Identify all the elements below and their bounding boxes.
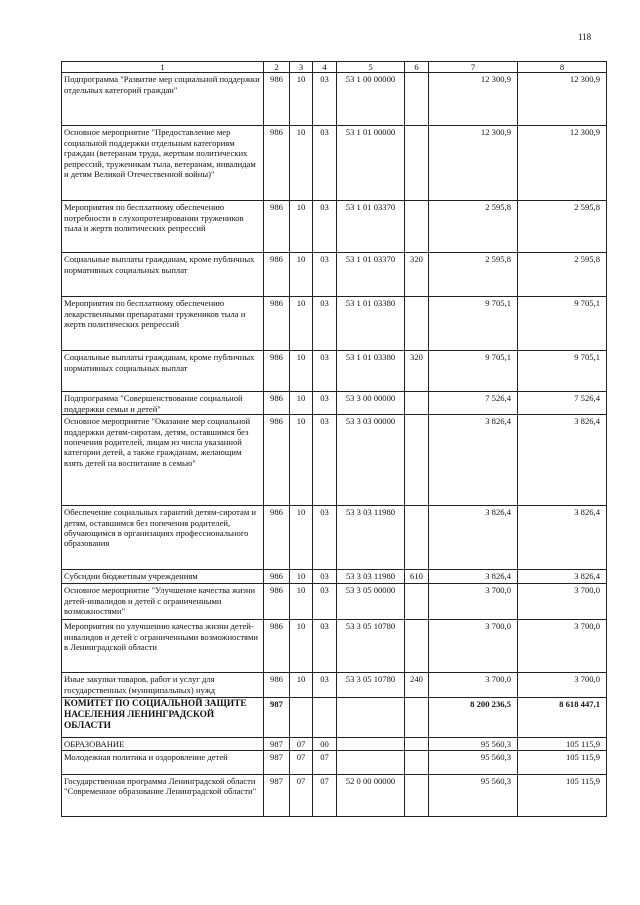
cell-name: Мероприятия по улучшению качества жизни детей-инвалидов и детей с ограниченными возможностями в Ленинградской области bbox=[62, 620, 264, 673]
cell-subsection-code: 03 bbox=[313, 392, 337, 415]
table-row bbox=[62, 584, 607, 620]
cell-target-article: 53 1 01 03370 bbox=[337, 253, 405, 297]
cell-amount-1: 12 300,9 bbox=[429, 73, 518, 126]
cell-expense-type: 610 bbox=[405, 570, 429, 584]
cell-name: Обеспечение социальных гарантий детям-сиротам и детям, оставшимся без попечения родителей, обучающимся в организациях профессионального образования bbox=[62, 506, 264, 570]
cell-target-article: 53 1 01 00000 bbox=[337, 126, 405, 201]
cell-name: Иные закупки товаров, работ и услуг для государственных (муниципальных) нужд bbox=[62, 673, 264, 698]
cell-amount-2: 3 826,4 bbox=[518, 506, 607, 570]
cell-subsection-code: 07 bbox=[313, 774, 337, 816]
header-cell-col6: 6 bbox=[405, 62, 429, 73]
table-body bbox=[62, 62, 607, 817]
cell-subsection-code: 03 bbox=[313, 506, 337, 570]
header-cell-col2: 2 bbox=[264, 62, 290, 73]
cell-section-code: 07 bbox=[290, 774, 313, 816]
cell-expense-type bbox=[405, 584, 429, 620]
cell-ministry-code: 986 bbox=[264, 506, 290, 570]
cell-amount-1: 12 300,9 bbox=[429, 126, 518, 201]
table-header-row bbox=[62, 62, 607, 73]
cell-target-article: 53 3 05 00000 bbox=[337, 584, 405, 620]
cell-ministry-code: 986 bbox=[264, 297, 290, 351]
cell-ministry-code: 986 bbox=[264, 584, 290, 620]
table-row bbox=[62, 253, 607, 297]
table-row bbox=[62, 201, 607, 253]
table-row bbox=[62, 738, 607, 750]
cell-target-article: 53 3 05 10780 bbox=[337, 620, 405, 673]
cell-section-code: 10 bbox=[290, 620, 313, 673]
cell-section-code: 10 bbox=[290, 201, 313, 253]
table-row bbox=[62, 297, 607, 351]
cell-amount-2: 12 300,9 bbox=[518, 126, 607, 201]
cell-expense-type: 320 bbox=[405, 351, 429, 392]
cell-section-code: 10 bbox=[290, 126, 313, 201]
cell-amount-2: 105 115,9 bbox=[518, 774, 607, 816]
table-row bbox=[62, 392, 607, 415]
table-row bbox=[62, 415, 607, 506]
cell-target-article: 53 3 05 10780 bbox=[337, 673, 405, 698]
cell-name: Мероприятия по бесплатному обеспечению потребности в слухопротезировании тружеников тыла и жертв политических репрессий bbox=[62, 201, 264, 253]
cell-amount-2: 9 705,1 bbox=[518, 351, 607, 392]
header-cell-col5: 5 bbox=[337, 62, 405, 73]
cell-amount-1: 95 560,3 bbox=[429, 774, 518, 816]
cell-section-code: 10 bbox=[290, 506, 313, 570]
cell-section-code: 10 bbox=[290, 570, 313, 584]
cell-ministry-code: 986 bbox=[264, 570, 290, 584]
cell-ministry-code: 986 bbox=[264, 620, 290, 673]
cell-amount-2: 3 700,0 bbox=[518, 584, 607, 620]
cell-subsection-code: 03 bbox=[313, 73, 337, 126]
cell-target-article bbox=[337, 750, 405, 774]
cell-section-code: 10 bbox=[290, 392, 313, 415]
cell-subsection-code: 07 bbox=[313, 750, 337, 774]
cell-ministry-code: 986 bbox=[264, 392, 290, 415]
cell-expense-type bbox=[405, 201, 429, 253]
header-cell-col3: 3 bbox=[290, 62, 313, 73]
cell-subsection-code: 03 bbox=[313, 351, 337, 392]
cell-amount-2: 105 115,9 bbox=[518, 750, 607, 774]
cell-amount-1: 2 595,8 bbox=[429, 201, 518, 253]
cell-section-code: 10 bbox=[290, 297, 313, 351]
cell-amount-1: 2 595,8 bbox=[429, 253, 518, 297]
cell-target-article bbox=[337, 738, 405, 750]
cell-name: ОБРАЗОВАНИЕ bbox=[62, 738, 264, 750]
cell-amount-2: 2 595,8 bbox=[518, 201, 607, 253]
cell-amount-2: 3 700,0 bbox=[518, 620, 607, 673]
cell-expense-type: 240 bbox=[405, 673, 429, 698]
cell-expense-type bbox=[405, 506, 429, 570]
cell-expense-type bbox=[405, 73, 429, 126]
cell-name: Основное мероприятие "Предоставление мер социальной поддержки отдельным категориям граждан (ветеранам труда, жертвам политических репрессий, труженикам тыла, ветеранам, инвалидам и детям Великой Отечественной войны)" bbox=[62, 126, 264, 201]
table-row bbox=[62, 673, 607, 698]
table-row bbox=[62, 506, 607, 570]
cell-name: Субсидии бюджетным учреждениям bbox=[62, 570, 264, 584]
cell-expense-type bbox=[405, 126, 429, 201]
cell-expense-type bbox=[405, 738, 429, 750]
cell-expense-type bbox=[405, 297, 429, 351]
cell-amount-1: 3 826,4 bbox=[429, 415, 518, 506]
cell-target-article: 53 1 01 03370 bbox=[337, 201, 405, 253]
cell-expense-type bbox=[405, 392, 429, 415]
cell-name: Социальные выплаты гражданам, кроме публичных нормативных социальных выплат bbox=[62, 253, 264, 297]
cell-target-article: 53 1 01 03380 bbox=[337, 297, 405, 351]
table-row bbox=[62, 570, 607, 584]
cell-target-article: 52 0 00 00000 bbox=[337, 774, 405, 816]
cell-amount-1: 95 560,3 bbox=[429, 750, 518, 774]
cell-name: Основное мероприятие "Оказание мер социальной поддержки детям-сиротам, детям, оставшимся без попечения родителей, лицам из числа указанной категории детей, а также гражданам, желающим взять детей на воспитание в семью" bbox=[62, 415, 264, 506]
budget-table bbox=[61, 61, 607, 817]
cell-ministry-code: 986 bbox=[264, 201, 290, 253]
cell-amount-1: 3 826,4 bbox=[429, 570, 518, 584]
cell-amount-2: 2 595,8 bbox=[518, 253, 607, 297]
cell-subsection-code: 03 bbox=[313, 620, 337, 673]
cell-amount-2: 7 526,4 bbox=[518, 392, 607, 415]
cell-amount-2: 3 826,4 bbox=[518, 570, 607, 584]
cell-ministry-code: 986 bbox=[264, 415, 290, 506]
cell-amount-1: 8 200 236,5 bbox=[429, 698, 518, 738]
cell-amount-1: 95 560,3 bbox=[429, 738, 518, 750]
cell-subsection-code: 03 bbox=[313, 126, 337, 201]
table-row bbox=[62, 351, 607, 392]
cell-name: Подпрограмма "Совершенствование социальной поддержки семьи и детей" bbox=[62, 392, 264, 415]
cell-ministry-code: 986 bbox=[264, 351, 290, 392]
cell-target-article: 53 1 00 00000 bbox=[337, 73, 405, 126]
cell-amount-2: 9 705,1 bbox=[518, 297, 607, 351]
cell-target-article: 53 3 03 11980 bbox=[337, 570, 405, 584]
cell-amount-1: 7 526,4 bbox=[429, 392, 518, 415]
cell-target-article: 53 3 03 11980 bbox=[337, 506, 405, 570]
cell-target-article: 53 3 00 00000 bbox=[337, 392, 405, 415]
cell-expense-type bbox=[405, 698, 429, 738]
cell-subsection-code: 03 bbox=[313, 297, 337, 351]
cell-subsection-code: 03 bbox=[313, 415, 337, 506]
cell-amount-2: 3 826,4 bbox=[518, 415, 607, 506]
cell-subsection-code: 03 bbox=[313, 584, 337, 620]
cell-section-code: 07 bbox=[290, 750, 313, 774]
cell-name: Подпрограмма "Развитие мер социальной поддержки отдельных категорий граждан" bbox=[62, 73, 264, 126]
cell-section-code: 10 bbox=[290, 73, 313, 126]
cell-ministry-code: 987 bbox=[264, 750, 290, 774]
cell-subsection-code: 03 bbox=[313, 253, 337, 297]
table-row bbox=[62, 750, 607, 774]
table-row bbox=[62, 73, 607, 126]
cell-expense-type: 320 bbox=[405, 253, 429, 297]
table-row bbox=[62, 698, 607, 738]
cell-amount-2: 3 700,0 bbox=[518, 673, 607, 698]
cell-amount-1: 3 826,4 bbox=[429, 506, 518, 570]
cell-section-code: 10 bbox=[290, 584, 313, 620]
cell-amount-1: 3 700,0 bbox=[429, 673, 518, 698]
cell-section-code: 10 bbox=[290, 415, 313, 506]
cell-subsection-code bbox=[313, 698, 337, 738]
cell-subsection-code: 03 bbox=[313, 201, 337, 253]
cell-amount-2: 12 300,9 bbox=[518, 73, 607, 126]
cell-expense-type bbox=[405, 750, 429, 774]
cell-ministry-code: 986 bbox=[264, 126, 290, 201]
cell-subsection-code: 03 bbox=[313, 673, 337, 698]
cell-name: Мероприятия по бесплатному обеспечению лекарственными препаратами тружеников тыла и жертв политических репрессий bbox=[62, 297, 264, 351]
cell-amount-2: 105 115,9 bbox=[518, 738, 607, 750]
cell-expense-type bbox=[405, 415, 429, 506]
table-row bbox=[62, 620, 607, 673]
cell-amount-2: 8 618 447,1 bbox=[518, 698, 607, 738]
cell-amount-1: 9 705,1 bbox=[429, 351, 518, 392]
cell-amount-1: 3 700,0 bbox=[429, 620, 518, 673]
cell-ministry-code: 987 bbox=[264, 774, 290, 816]
cell-amount-1: 3 700,0 bbox=[429, 584, 518, 620]
cell-target-article: 53 1 01 03380 bbox=[337, 351, 405, 392]
cell-target-article bbox=[337, 698, 405, 738]
cell-expense-type bbox=[405, 774, 429, 816]
cell-ministry-code: 986 bbox=[264, 73, 290, 126]
cell-ministry-code: 987 bbox=[264, 738, 290, 750]
cell-amount-1: 9 705,1 bbox=[429, 297, 518, 351]
cell-section-code: 10 bbox=[290, 351, 313, 392]
cell-ministry-code: 986 bbox=[264, 673, 290, 698]
cell-ministry-code: 986 bbox=[264, 253, 290, 297]
cell-name: Социальные выплаты гражданам, кроме публичных нормативных социальных выплат bbox=[62, 351, 264, 392]
cell-name: Государственная программа Ленинградской области "Современное образование Ленинградской области" bbox=[62, 774, 264, 816]
cell-target-article: 53 3 03 00000 bbox=[337, 415, 405, 506]
cell-subsection-code: 03 bbox=[313, 570, 337, 584]
table-row bbox=[62, 126, 607, 201]
header-cell-col8: 8 bbox=[518, 62, 607, 73]
cell-section-code bbox=[290, 698, 313, 738]
header-cell-col4: 4 bbox=[313, 62, 337, 73]
cell-section-code: 10 bbox=[290, 253, 313, 297]
cell-section-code: 10 bbox=[290, 673, 313, 698]
cell-section-code: 07 bbox=[290, 738, 313, 750]
cell-expense-type bbox=[405, 620, 429, 673]
page-number: 118 bbox=[578, 32, 592, 42]
cell-name: КОМИТЕТ ПО СОЦИАЛЬНОЙ ЗАЩИТЕ НАСЕЛЕНИЯ ЛЕНИНГРАДСКОЙ ОБЛАСТИ bbox=[62, 698, 264, 738]
cell-subsection-code: 00 bbox=[313, 738, 337, 750]
table-row bbox=[62, 774, 607, 816]
cell-name: Молодежная политика и оздоровление детей bbox=[62, 750, 264, 774]
header-cell-col1: 1 bbox=[62, 62, 264, 73]
cell-ministry-code: 987 bbox=[264, 698, 290, 738]
cell-name: Основное мероприятие "Улучшение качества жизни детей-инвалидов и детей с ограниченными возможностями" bbox=[62, 584, 264, 620]
header-cell-col7: 7 bbox=[429, 62, 518, 73]
